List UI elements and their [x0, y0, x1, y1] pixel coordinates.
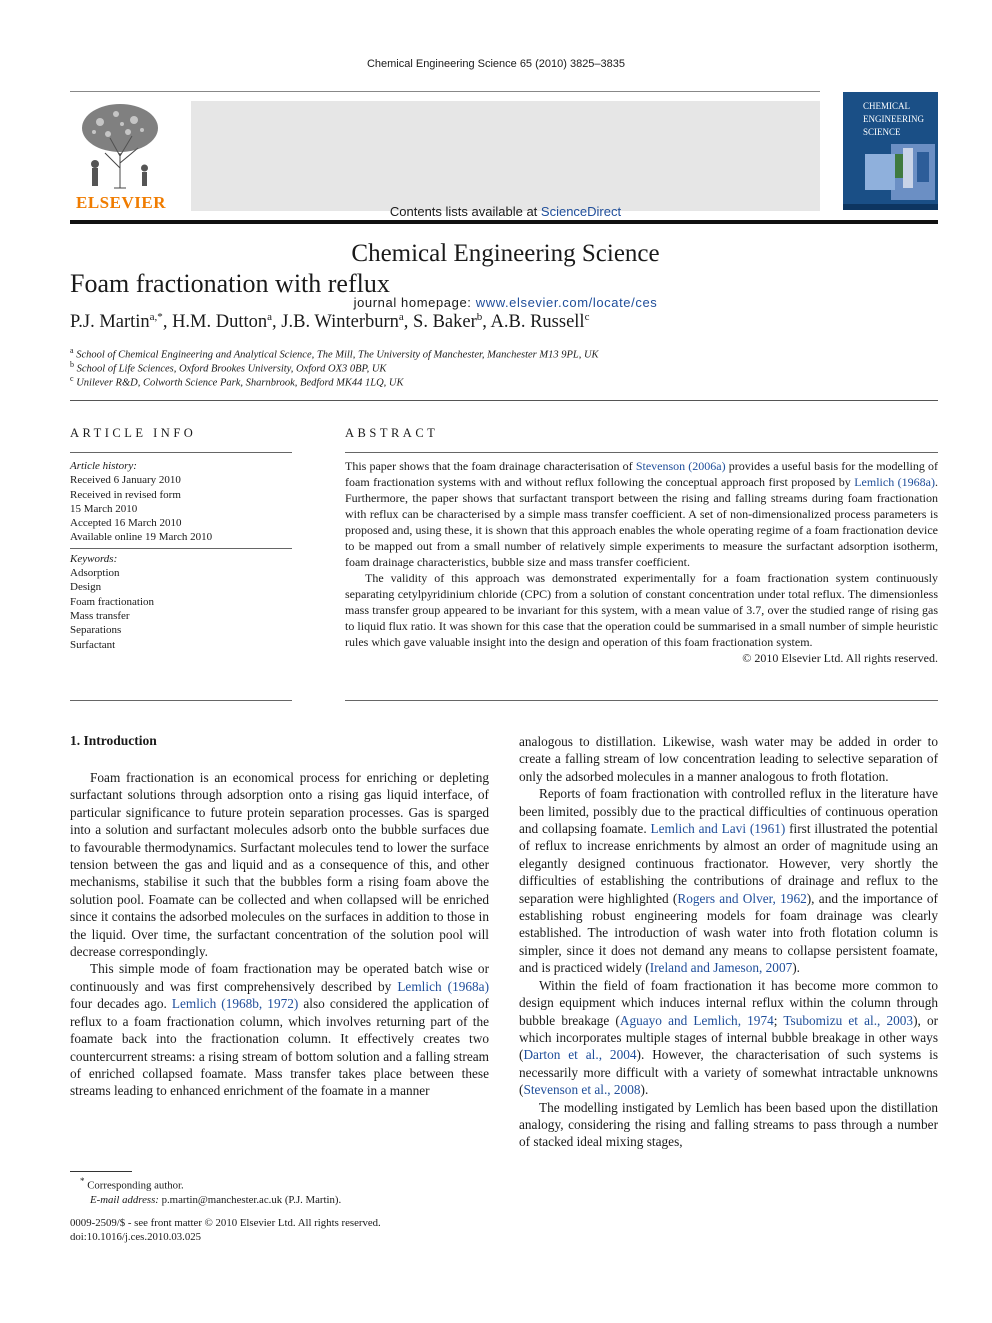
citation-link[interactable]: Lemlich (1968b, 1972) — [171, 996, 299, 1012]
body-text: ). — [640, 1082, 649, 1098]
email-label: E-mail address: — [90, 1193, 159, 1206]
body-text: ), or which incorporates multiple stages of internal bubble breakage in other ways ( — [519, 1012, 939, 1063]
copyright-notice: © 2010 Elsevier Ltd. All rights reserved. — [742, 651, 938, 665]
body-text: ), and the importance of establishing robust engineering models for foam drainage was clearly established. The introduction of wash water into froth flotation column is simpler, since it does not demand any means to collapse persistent foamate, and is practiced widely ( — [519, 890, 938, 976]
affiliation-mark: b — [70, 360, 74, 369]
body-paragraph — [70, 960, 489, 1099]
homepage-prefix: journal homepage: — [353, 295, 476, 310]
footnote-mark: * — [80, 1176, 85, 1186]
section-divider — [70, 400, 938, 401]
author-name[interactable]: P.J. Martin — [70, 312, 150, 333]
article-info — [70, 459, 292, 652]
author-affiliation-mark: b — [476, 311, 483, 323]
publisher-logo[interactable] — [70, 98, 172, 213]
article-info-heading: ARTICLE INFO — [70, 426, 197, 440]
keyword: Adsorption — [70, 567, 120, 580]
keywords-divider — [70, 548, 292, 549]
running-header: Chemical Engineering Science 65 (2010) 3825–3835 — [366, 58, 626, 70]
abstract-bottom-rule — [345, 700, 938, 701]
body-paragraph: The modelling instigated by Lemlich has been based upon the distillation analogy, considering the rising and falling streams to pass through a number of stacked ideal mixing stages, — [519, 1099, 938, 1150]
body-paragraph — [519, 785, 938, 976]
body-text: ). However, the characterisation of such systems is necessarily more difficult with a variety of somewhat intractable unknowns ( — [519, 1047, 938, 1098]
article-title: Foam fractionation with reflux — [70, 269, 390, 298]
tree-logo-icon — [70, 98, 172, 190]
body-text: first illustrated the potential of reflux to increase enrichments by almost an order of magnitude using an elegantly designed continuous fractionator. However, very shortly the difficulties of establishing the contributions of drainage and reflux to the separation were highlighted ( — [519, 821, 938, 906]
citation-link[interactable]: Lemlich (1968a) — [397, 978, 490, 994]
homepage-link[interactable]: www.elsevier.com/locate/ces — [475, 295, 658, 310]
author-list: P.J. Martin$^{a,*}$, H.M. Dutton$^a$, J.B. Winterburn$^a$, S. Baker$^b$, A.B. Russell$^c$ — [70, 311, 590, 333]
affiliation — [70, 372, 404, 391]
email-address[interactable]: p.martin@manchester.ac.uk (P.J. Martin). — [158, 1193, 342, 1206]
author-affiliation-mark: a — [267, 311, 273, 323]
history-item: 15 March 2010 — [70, 502, 138, 515]
corresponding-author-footnote — [70, 1174, 341, 1207]
abstract-heading: ABSTRACT — [345, 426, 439, 440]
page-footer — [70, 1216, 381, 1244]
body-column-left — [70, 769, 489, 1100]
article-info-rule — [70, 452, 292, 453]
abstract-text: This paper shows that the foam drainage characterisation of — [345, 459, 636, 473]
issn-line: 0009-2509/$ - see front matter © 2010 Elsevier Ltd. All rights reserved. — [70, 1217, 381, 1229]
keyword: Separations — [70, 624, 122, 637]
citation-link[interactable]: Rogers and Olver, 1962 — [677, 890, 807, 906]
affiliation-mark: c — [70, 374, 74, 383]
contents-line — [191, 204, 820, 219]
author-name[interactable]: S. Baker — [413, 312, 477, 333]
keyword: Foam fractionation — [70, 595, 155, 608]
abstract-text: . Furthermore, the paper shows that surfactant transport between the rising and falling streams during foam fractionation with reflux can be characterised by a simple mass transfer coefficient. A set of non-dimensionalized process parameters is proposed and, using these, it is shown that this approach enables the whole operating regime of a foam fractionation device to be mapped out from a small number of relatively simple experiments to measure the surfactant adsorption isotherm, foam drainage characteristics, bubble size and mass transfer coefficient. — [345, 475, 938, 569]
footnote-line — [70, 1174, 341, 1193]
cover-title-line-2: ENGINEERING — [863, 114, 924, 124]
body-text: four decades ago. — [70, 996, 172, 1012]
citation-link[interactable]: Lemlich (1968a) — [854, 475, 935, 489]
cover-title-line-1: CHEMICAL — [863, 101, 910, 111]
section-heading-introduction: 1. Introduction — [70, 733, 157, 748]
history-item: Received in revised form — [70, 488, 181, 501]
header-bottom-rule — [70, 220, 938, 224]
body-paragraph — [519, 977, 938, 1099]
body-text: also considered the application of reflux to a foam fractionation column, which involves returning part of the foamate back into the fractionation column. It effectively creates two countercurrent streams: a rising stream of bottom solution and a falling stream of enriched collapsed foamate. Mass transfer takes place between these streams leading to enhanced enrichment of the foamate in a manner — [70, 996, 489, 1099]
journal-title: Chemical Engineering Science — [351, 240, 660, 267]
body-text: Reports of foam fractionation with controlled reflux in the literature have been limited, possibly due to the practical difficulties of continuous operation and collapsing foamate. — [519, 786, 938, 837]
keyword: Design — [70, 581, 102, 594]
footnote-line — [70, 1193, 341, 1207]
history-item: Received 6 January 2010 — [70, 474, 181, 487]
citation-link[interactable]: Aguayo and Lemlich, 1974 — [619, 1012, 774, 1028]
doi-line[interactable]: doi:10.1016/j.ces.2010.03.025 — [70, 1231, 202, 1243]
abstract-body — [345, 458, 938, 666]
affiliation-text: School of Life Sciences, Oxford Brookes University, Oxford OX3 0BP, UK — [76, 363, 387, 375]
body-paragraph: analogous to distillation. Likewise, wash water may be added in order to create a falling stream of low concentration leading to selective separation of only the adsorbed molecules in a manner analogous to froth flotation. — [519, 734, 938, 784]
history-item: Available online 19 March 2010 — [70, 531, 213, 544]
publisher-name: ELSEVIER — [76, 193, 166, 212]
body-text: ; — [773, 1012, 784, 1028]
body-paragraph: Foam fractionation is an economical process for enriching or depleting surfactant solutions through adsorption onto a rising gas liquid interface, of particular significance to future protein separation processes. Gas is sparged into a solution and surfactant molecules adsorb onto the bubble surfaces due to favourable thermodynamics. Surfactant molecules tend to lower the surface tension between the gas and liquid and as a consequence of this, and other mechanisms, stabilise it such that the bubbles form a rising foam above the solution pool. Foamate can be collected and when collapsed will be enriched since it contains the adsorbed molecules on the surfaces in addition to those in the liquid. Over time, the surfactant concentration of the solution pool will decrease correspondingly. — [70, 770, 489, 960]
journal-cover[interactable] — [843, 92, 938, 210]
citation-link[interactable]: Stevenson (2006a) — [635, 459, 726, 473]
body-text: ). — [792, 960, 801, 976]
history-item: Accepted 16 March 2010 — [70, 517, 182, 530]
affiliation-mark: a — [70, 346, 74, 355]
author-affiliation-mark: a — [398, 311, 404, 323]
author-affiliation-mark: c — [584, 311, 590, 323]
citation-link[interactable]: Lemlich and Lavi (1961) — [650, 821, 786, 837]
citation-link[interactable]: Tsubomizu et al., 2003 — [783, 1012, 914, 1028]
keyword: Surfactant — [70, 638, 116, 651]
abstract-text: provides a useful basis for the modelling of foam fractionation systems with and without reflux following the conceptual approach first proposed by — [345, 459, 939, 489]
body-text: Within the field of foam fractionation it has become more common to design equipment which induces internal reflux within the column through bubble breakage ( — [519, 977, 938, 1028]
sciencedirect-link[interactable]: ScienceDirect — [540, 204, 622, 219]
abstract-paragraph: The validity of this approach was demonstrated experimentally for a foam fractionation system continuously separating cetylpyridinium chloride (CPC) from a solution of constant concentration under total reflux. The dimensionless mass transfer group appeared to be invariant for this system, with a mean value of 3.7, over the studied range of rising gas to liquid flux ratio. It was shown for this case that the operation could be summarised in a small number of simple heuristic rules which gave valuable insight into the design and operation of this foam fractionation system. — [345, 571, 938, 649]
affiliation-text: Unilever R&D, Colworth Science Park, Sharnbrook, Bedford MK44 1LQ, UK — [76, 377, 404, 389]
contents-prefix: Contents lists available at — [389, 204, 541, 219]
citation-link[interactable]: Ireland and Jameson, 2007 — [649, 960, 793, 976]
body-column-right — [519, 733, 938, 1151]
author-affiliation-mark: a,* — [149, 311, 163, 323]
footnote-rule — [70, 1171, 132, 1172]
cover-title-line-3: SCIENCE — [863, 127, 901, 137]
history-label: Article history: — [70, 460, 137, 472]
keyword: Mass transfer — [70, 609, 130, 622]
keywords-label: Keywords: — [70, 552, 118, 565]
abstract-paragraph — [345, 458, 938, 570]
cover-image-icon — [843, 92, 938, 210]
affiliation-text: School of Chemical Engineering and Analytical Science, The Mill, The University of Manchester, Manchester M13 9PL, UK — [76, 349, 599, 361]
header-top-rule — [70, 91, 820, 92]
author-name[interactable]: H.M. Dutton — [172, 312, 268, 333]
author-name[interactable]: A.B. Russell — [490, 312, 585, 333]
citation-link[interactable]: Darton et al., 2004 — [523, 1047, 637, 1063]
article-info-bottom-rule — [70, 700, 292, 701]
body-text: This simple mode of foam fractionation may be operated batch wise or continuously and was first comprehensively described by — [70, 961, 489, 994]
citation-link[interactable]: Stevenson et al., 2008 — [523, 1082, 641, 1098]
footnote-text: Corresponding author. — [84, 1179, 184, 1192]
author-name[interactable]: J.B. Winterburn — [281, 312, 399, 333]
abstract-rule — [345, 452, 938, 453]
